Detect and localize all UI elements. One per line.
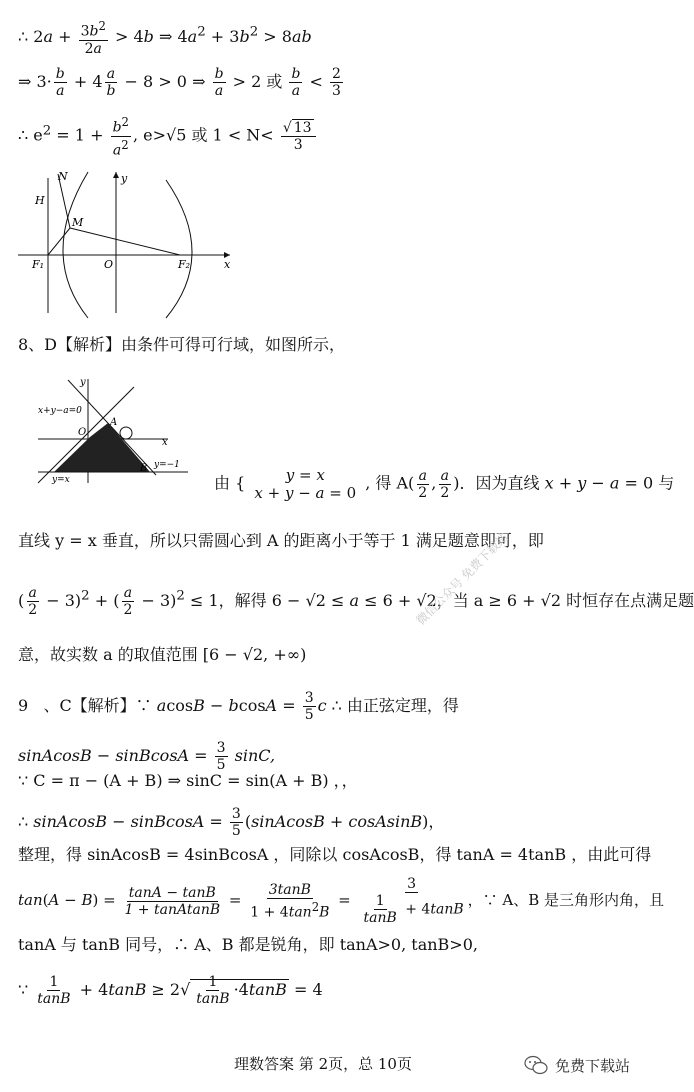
line-inequality: ( $\frac{a}{2}$ − 3)$^2$ + ( $\frac{a}{2}$ − 3)$^2$ ≤ 1，解得 6 − √2 ≤ a ≤ 6 + √2，当 a ≥ 6 + √2 时恒存在点满足题 — [18, 585, 694, 618]
label-y-eq-minus1: y=−1 — [154, 460, 180, 470]
line-am-gm: ∵ $\frac{1}{\tan B}$ + 4tanB ≥ 2√ $\frac{1}{\tan B}$ ·4tanB = 4 — [18, 974, 323, 1007]
system-line: 由 { y = x x + y − a = 0 , 得 A( $\frac{a}{2}$ , $\frac{a}{2}$ )．因为直线 x + y − a = 0 与 — [214, 466, 675, 502]
label-x: x — [162, 437, 168, 448]
hyperbola-figure — [18, 168, 238, 318]
label-y-eq-x: y=x — [52, 475, 70, 485]
line-perpendicular: 直线 y = x 垂直，所以只需圆心到 A 的距离小于等于 1 满足题意即可，即 — [18, 531, 544, 550]
line-same-sign: tanA 与 tanB 同号，∴ A、B 都是锐角，即 tanA>0, tanB>0, — [18, 935, 478, 954]
label-H: H — [35, 194, 45, 207]
label-x: x — [224, 258, 231, 271]
brand-name: 免费下载站 — [554, 1056, 630, 1075]
line-organize: 整理，得 sinAcosB = 4sinBcosA ，同除以 cosAcosB，得 tanA = 4tanB ，由此可得 — [18, 845, 652, 864]
label-A: A — [110, 417, 118, 428]
label-F2: F₂ — [178, 258, 191, 271]
label-y: y — [121, 172, 128, 185]
line-sine: sinAcosB − sinBcosA = $\frac{3}{5}$ sinC, — [18, 740, 276, 773]
line-expand: ∴ sinAcosB − sinBcosA = $\frac{3}{5}$ (sinAcosB + cosAsinB)， — [18, 806, 445, 839]
label-O: O — [104, 258, 114, 271]
line-tan-diff: tan(A − B) = $\frac{\tan A - \tan B}{\text{1 + tanAtanB}}$ = $\frac{3\tan B}{1 + 4\tan^2B}$ = 3 $\frac{1}{\tan B}$ + 4tanB ，∵ A、B 是三角形内角，且 — [18, 876, 665, 926]
watermark: 微信公众号 免费下载站 — [413, 530, 511, 628]
brand — [523, 1052, 630, 1078]
label-O: O — [78, 427, 87, 438]
label-B: B — [140, 463, 148, 474]
line-2: ⇒ 3· $\frac{b}{a}$ + 4 $\frac{a}{b}$ − 8 > 0 ⇒ $\frac{b}{a}$ > 2 或 $\frac{b}{a}$ < $\frac{2}{3}$ — [18, 66, 341, 99]
label-line-x-plus-y: x+y−a=0 — [38, 406, 82, 416]
problem-9-heading: 9 、C【解析】∵ acosB − bcosA = $\frac{3}{5}$ c ∴ 由正弦定理，得 — [18, 690, 459, 723]
page-footer: 理数答案 第 2页，总 10页 — [234, 1055, 412, 1073]
feasible-region-figure — [38, 375, 198, 485]
problem-8-heading: 8、D【解析】由条件可得可行域，如图所示， — [18, 335, 346, 354]
label-N: N — [58, 170, 68, 183]
line-1: ∴ 2a + $\frac{3b^2}{2a}$ > 4b ⇒ $4a^2 + 3b^2 > 8ab$ — [18, 19, 312, 57]
label-y: y — [80, 377, 86, 388]
wechat-icon — [523, 1052, 549, 1078]
line-range: 意，故实数 a 的取值范围 [6 − √2, +∞) — [18, 645, 307, 664]
line-c-angle: ∵ C = π − (A + B) ⇒ sinC = sin(A + B) ，， — [18, 771, 358, 790]
label-F1: F₁ — [32, 258, 45, 271]
line-3: ∴ $e^2 = 1$ + $\frac{b^2}{a^2}$ , e>√5 或 1 < N< $\frac{√ 13}{3}$ — [18, 114, 318, 158]
label-M: M — [72, 216, 84, 229]
